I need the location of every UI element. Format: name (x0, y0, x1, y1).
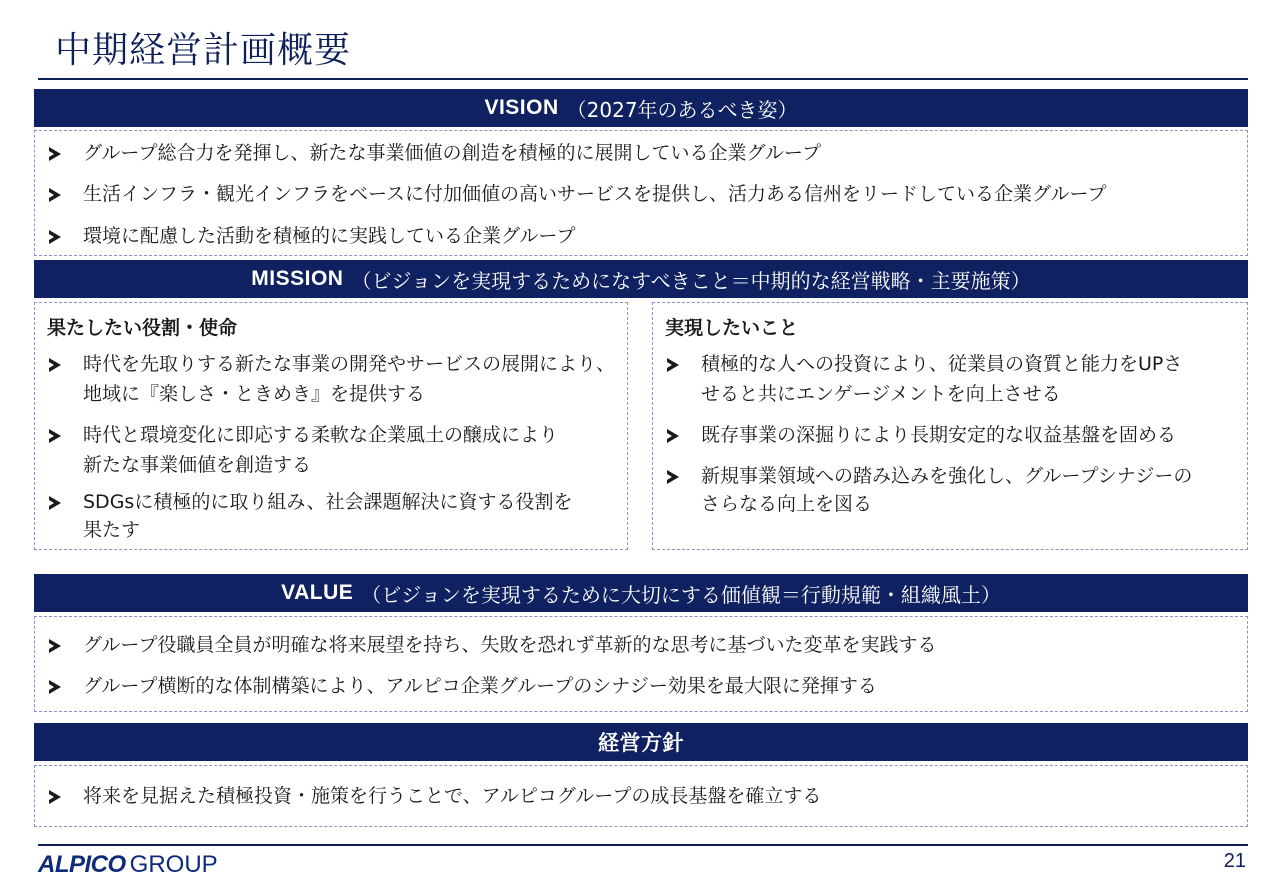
mission-right-title: 実現したいこと (665, 317, 799, 339)
vision-subtitle: （2027年のあるべき姿） (566, 97, 798, 122)
arrow-bullet-icon (49, 188, 61, 202)
vision-box: グループ総合力を発揮し、新たな事業価値の創造を積極的に展開している企業グループ 生活インフラ・観光インフラをベースに付加価値の高いサービスを提供し、活力ある信州をリードしている企業グループ 環境に配慮した活動を積極的に実践している企業グループ (34, 130, 1248, 256)
mission-subtitle: （ビジョンを実現するためになすべきこと＝中期的な経営戦略・主要施策） (351, 268, 1031, 293)
logo-mark: ALPICO (38, 851, 126, 878)
mission-right-box: 実現したいこと 積極的な人への投資により、従業員の資質と能力をUPさ せると共にエンゲージメントを向上させる 既存事業の深掘りにより長期安定的な収益基盤を固める 新規事業領域への踏み込みを強化し、グループシナジーの さらなる向上を図る (652, 302, 1248, 550)
mission-heading: MISSION (251, 267, 344, 290)
mission-header (34, 260, 1248, 298)
value-box: グループ役職員全員が明確な将来展望を持ち、失敗を恐れず革新的な思考に基づいた変革を実践する グループ横断的な体制構築により、アルピコ企業グループのシナジー効果を最大限に発揮する (34, 616, 1248, 712)
policy-header (34, 723, 1248, 761)
arrow-bullet-icon (667, 429, 679, 443)
value-subtitle: （ビジョンを実現するために大切にする価値観＝行動規範・組織風土） (361, 582, 1001, 607)
arrow-bullet-icon (49, 639, 61, 653)
arrow-bullet-icon (667, 470, 679, 484)
arrow-bullet-icon (49, 496, 61, 510)
value-heading: VALUE (281, 581, 354, 604)
page-title: 中期経営計画概要 (55, 30, 352, 71)
mission-left-title: 果たしたい役割・使命 (47, 317, 238, 339)
arrow-bullet-icon (49, 680, 61, 694)
vision-heading: VISION (484, 96, 559, 119)
policy-box: 将来を見据えた積極投資・施策を行うことで、アルピコグループの成長基盤を確立する (34, 765, 1248, 827)
arrow-bullet-icon (49, 790, 61, 804)
logo-group: GROUP (129, 851, 218, 878)
arrow-bullet-icon (49, 358, 61, 372)
policy-heading: 経営方針 (598, 732, 684, 755)
title-divider (38, 78, 1248, 80)
vision-header (34, 89, 1248, 127)
mission-left-box: 果たしたい役割・使命 時代を先取りする新たな事業の開発やサービスの展開により、 地域に『楽しさ・ときめき』を提供する 時代と環境変化に即応する柔軟な企業風土の醸成により 新たな事業価値を創造する SDGsに積極的に取り組み、社会課題解決に資する役割を 果たす (34, 302, 628, 550)
arrow-bullet-icon (667, 358, 679, 372)
footer-divider (38, 844, 1248, 846)
arrow-bullet-icon (49, 147, 61, 161)
company-logo (38, 848, 218, 882)
arrow-bullet-icon (49, 230, 61, 244)
value-header (34, 574, 1248, 612)
arrow-bullet-icon (49, 429, 61, 443)
page-number: 21 (1223, 850, 1246, 872)
